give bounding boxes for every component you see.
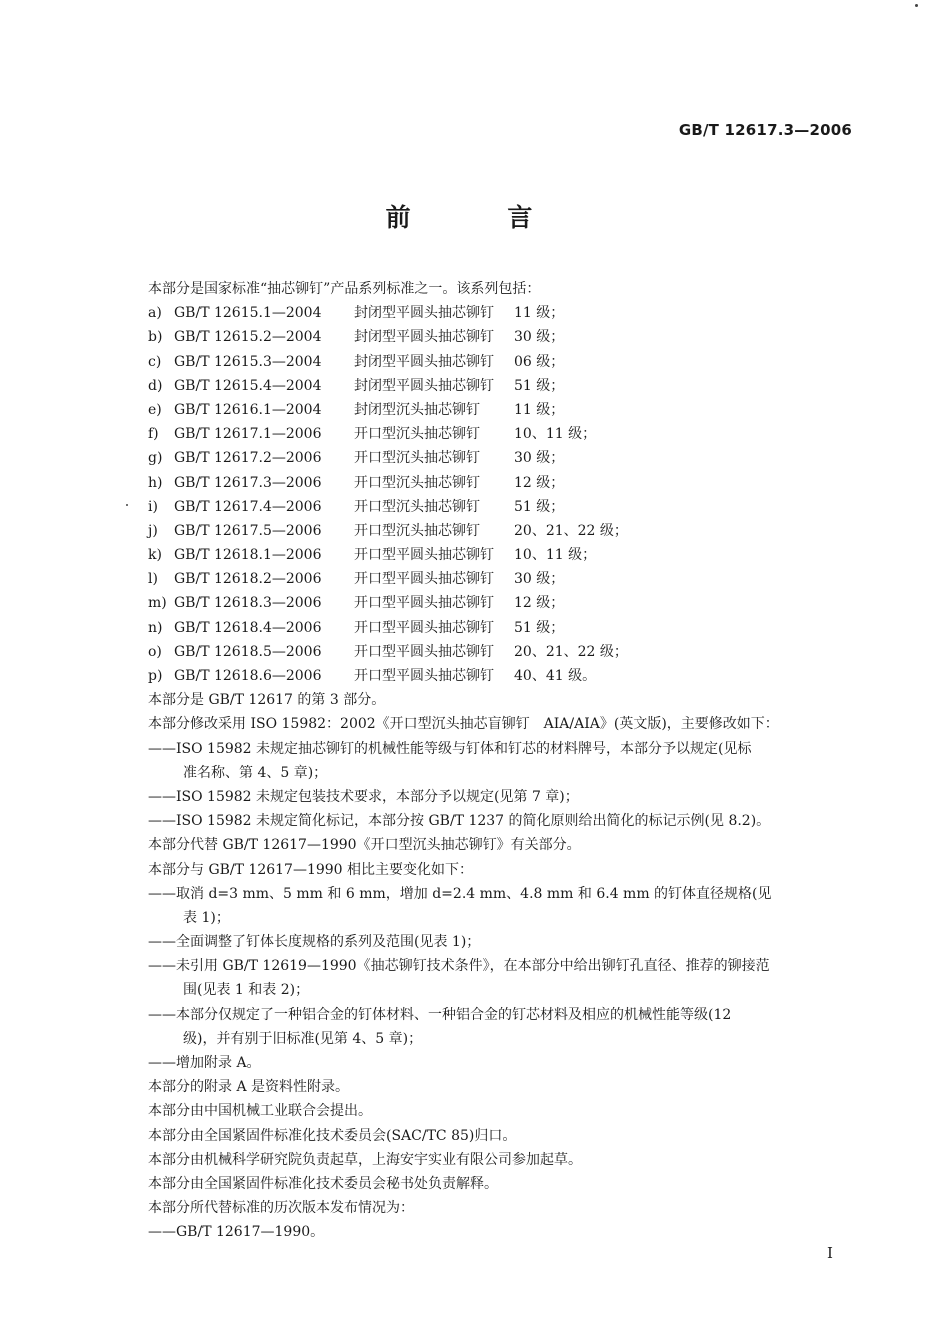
page-number: I <box>827 1244 833 1262</box>
foreword-body <box>148 277 860 1245</box>
series-item <box>148 616 860 640</box>
series-grade: 10、11 级； <box>514 426 597 443</box>
series-grade: 51 级； <box>514 377 565 394</box>
series-grade: 40、41 级。 <box>514 668 597 684</box>
series-item <box>148 350 860 374</box>
series-grade: 11 级； <box>514 305 565 322</box>
series-item <box>148 374 860 398</box>
series-label: d) <box>148 377 163 394</box>
change-item-line: ——增加附录 A。 <box>148 1055 261 1071</box>
series-grade: 12 级； <box>514 595 565 612</box>
series-name: 封闭型平圆头抽芯铆钉 <box>354 329 494 346</box>
series-code: GB/T 12616.1—2004 <box>174 401 322 418</box>
replaces-statement: 本部分代替 GB/T 12617—1990《开口型沉头抽芯铆钉》有关部分。 <box>148 837 581 854</box>
series-label: c) <box>148 353 162 370</box>
adoption-list <box>148 737 860 834</box>
page-title: 前 言 <box>385 203 577 232</box>
series-item <box>148 664 860 688</box>
series-name: 开口型平圆头抽芯铆钉 <box>354 547 494 564</box>
series-item <box>148 398 860 422</box>
adoption-item-line: ——ISO 15982 未规定包装技术要求，本部分予以规定(见第 7 章)； <box>148 788 579 805</box>
closing-statement: 本部分所代替标准的历次版本发布情况为： <box>148 1200 414 1217</box>
series-label: l) <box>148 571 158 588</box>
series-label: j) <box>148 522 158 539</box>
change-item-line-continued: 围(见表 1 和表 2)； <box>183 982 310 999</box>
series-item <box>148 301 860 325</box>
closing-list <box>148 1075 860 1244</box>
series-label: o) <box>148 643 162 660</box>
series-label: h) <box>148 474 163 491</box>
closing-statement: ——GB/T 12617—1990。 <box>148 1224 325 1241</box>
series-grade: 51 级； <box>514 619 565 636</box>
series-code: GB/T 12615.1—2004 <box>174 305 322 322</box>
series-code: GB/T 12617.5—2006 <box>174 522 322 539</box>
change-item-line-continued: 表 1)； <box>183 909 230 926</box>
closing-statement: 本部分由中国机械工业联合会提出。 <box>148 1103 372 1120</box>
series-label: a) <box>148 305 162 322</box>
series-code: GB/T 12615.3—2004 <box>174 353 322 370</box>
series-item <box>148 446 860 470</box>
series-name: 开口型平圆头抽芯铆钉 <box>354 643 494 660</box>
series-code: GB/T 12618.1—2006 <box>174 547 322 564</box>
series-code: GB/T 12617.1—2006 <box>174 426 322 443</box>
series-grade: 20、21、22 级； <box>514 522 628 539</box>
series-grade: 30 级； <box>514 329 565 346</box>
series-name: 开口型平圆头抽芯铆钉 <box>354 571 494 588</box>
series-code: GB/T 12618.3—2006 <box>174 595 322 612</box>
series-name: 封闭型平圆头抽芯铆钉 <box>354 377 494 394</box>
series-label: p) <box>148 668 163 684</box>
series-list <box>148 301 860 688</box>
series-label: b) <box>148 329 163 346</box>
series-item <box>148 543 860 567</box>
series-name: 开口型平圆头抽芯铆钉 <box>354 595 494 612</box>
series-item <box>148 325 860 349</box>
series-name: 开口型沉头抽芯铆钉 <box>354 450 480 467</box>
series-grade: 10、11 级； <box>514 547 597 564</box>
closing-statement: 本部分由机械科学研究院负责起草，上海安宇实业有限公司参加起草。 <box>148 1151 582 1168</box>
change-item-line: ——取消 d=3 mm、5 mm 和 6 mm，增加 d=2.4 mm、4.8 mm 和 6.4 mm 的钉体直径规格(见 <box>148 885 772 902</box>
series-label: n) <box>148 619 163 636</box>
part-statement: 本部分是 GB/T 12617 的第 3 部分。 <box>148 692 386 709</box>
series-name: 封闭型平圆头抽芯铆钉 <box>354 305 494 322</box>
closing-statement: 本部分由全国紧固件标准化技术委员会(SAC/TC 85)归口。 <box>148 1127 517 1144</box>
series-grade: 20、21、22 级； <box>514 643 628 660</box>
adoption-item-line: ——ISO 15982 未规定简化标记，本部分按 GB/T 1237 的简化原则给出简化的标记示例(见 8.2)。 <box>148 813 771 830</box>
series-name: 开口型沉头抽芯铆钉 <box>354 522 480 539</box>
scan-speck <box>126 504 128 506</box>
change-item-line-continued: 级)，并有别于旧标准(见第 4、5 章)； <box>183 1030 423 1047</box>
series-grade: 51 级； <box>514 498 565 515</box>
series-grade: 30 级； <box>514 571 565 588</box>
series-code: GB/T 12617.3—2006 <box>174 474 322 491</box>
closing-statement: 本部分由全国紧固件标准化技术委员会秘书处负责解释。 <box>148 1175 498 1192</box>
series-name: 开口型平圆头抽芯铆钉 <box>354 619 494 636</box>
series-grade: 12 级； <box>514 474 565 491</box>
scan-speck <box>915 4 918 7</box>
series-code: GB/T 12618.4—2006 <box>174 619 322 636</box>
series-code: GB/T 12617.4—2006 <box>174 498 322 515</box>
series-code: GB/T 12618.2—2006 <box>174 571 322 588</box>
series-label: i) <box>148 498 158 515</box>
series-code: GB/T 12618.5—2006 <box>174 643 322 660</box>
series-code: GB/T 12615.4—2004 <box>174 377 322 394</box>
series-item <box>148 519 860 543</box>
series-code: GB/T 12615.2—2004 <box>174 329 322 346</box>
series-name: 开口型平圆头抽芯铆钉 <box>354 668 494 684</box>
adoption-item-line: ——ISO 15982 未规定抽芯铆钉的机械性能等级与钉体和钉芯的材料牌号，本部分予以规定(见标 <box>148 740 752 757</box>
series-item <box>148 591 860 615</box>
series-label: g) <box>148 450 163 467</box>
series-name: 封闭型平圆头抽芯铆钉 <box>354 353 494 370</box>
series-item <box>148 640 860 664</box>
series-grade: 06 级； <box>514 353 565 370</box>
series-label: e) <box>148 401 162 418</box>
series-label: k) <box>148 547 162 564</box>
changes-intro: 本部分与 GB/T 12617—1990 相比主要变化如下： <box>148 861 474 878</box>
series-intro: 本部分是国家标准“抽芯铆钉”产品系列标准之一。该系列包括： <box>148 281 541 297</box>
series-name: 开口型沉头抽芯铆钉 <box>354 474 480 491</box>
change-item-line: ——全面调整了钉体长度规格的系列及范围(见表 1)； <box>148 934 481 951</box>
series-name: 封闭型沉头抽芯铆钉 <box>354 401 480 418</box>
change-item-line: ——本部分仅规定了一种铝合金的钉体材料、一种铝合金的钉芯材料及相应的机械性能等级(12 <box>148 1006 732 1023</box>
series-item <box>148 495 860 519</box>
series-grade: 11 级； <box>514 401 565 418</box>
adoption-intro: 本部分修改采用 ISO 15982：2002《开口型沉头抽芯盲铆钉 AIA/AIA》(英文版)，主要修改如下： <box>148 716 779 733</box>
closing-statement: 本部分的附录 A 是资料性附录。 <box>148 1079 350 1096</box>
series-item <box>148 422 860 446</box>
series-item <box>148 471 860 495</box>
change-item-line: ——未引用 GB/T 12619—1990《抽芯铆钉技术条件》，在本部分中给出铆钉孔直径、推荐的铆接范 <box>148 958 770 975</box>
series-code: GB/T 12618.6—2006 <box>174 668 322 684</box>
series-code: GB/T 12617.2—2006 <box>174 450 322 467</box>
series-item <box>148 567 860 591</box>
changes-list <box>148 882 860 1076</box>
series-name: 开口型沉头抽芯铆钉 <box>354 498 480 515</box>
standard-code: GB/T 12617.3—2006 <box>678 121 852 139</box>
series-grade: 30 级； <box>514 450 565 467</box>
series-label: m) <box>148 595 167 612</box>
series-label: f) <box>148 426 159 443</box>
adoption-item-line-continued: 准名称、第 4、5 章)； <box>183 764 328 781</box>
series-name: 开口型沉头抽芯铆钉 <box>354 426 480 443</box>
